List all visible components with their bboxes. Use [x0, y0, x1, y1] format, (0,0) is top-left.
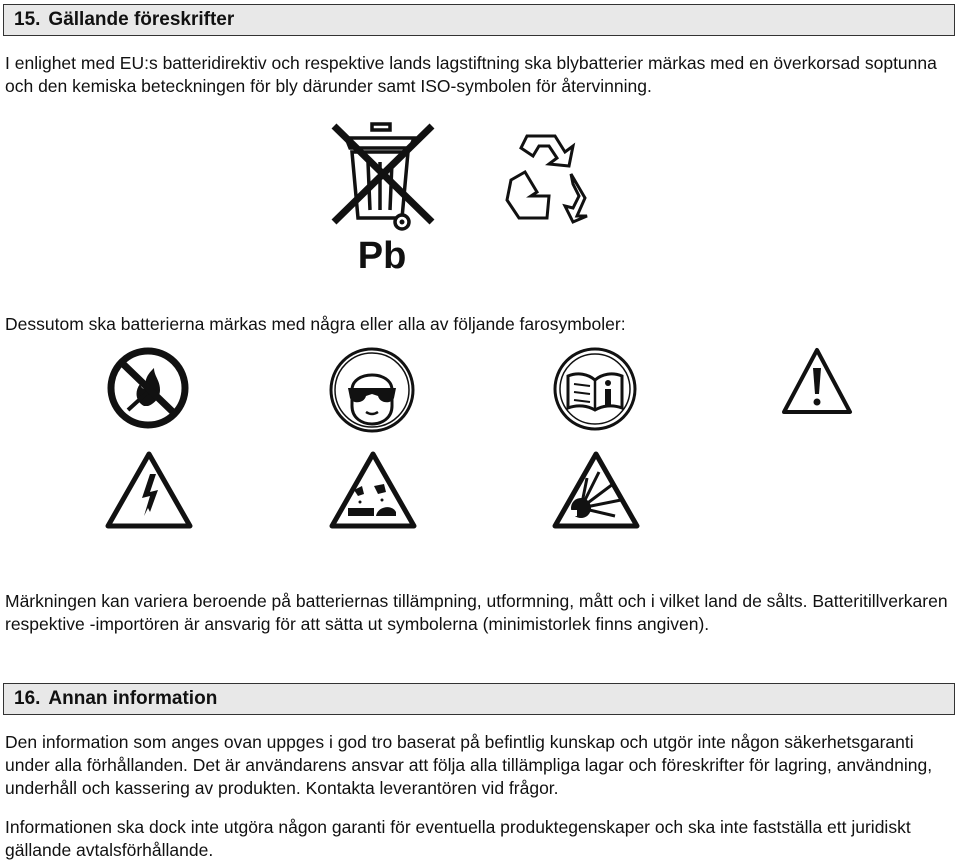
crossed-bin-icon: [322, 118, 442, 278]
pb-label: Pb: [357, 235, 407, 277]
section-16-header: [3, 683, 955, 715]
section-number: 16.: [14, 688, 41, 709]
info-paragraph-2: Informationen ska dock inte utgöra någon garanti för eventuella produktegenskaper och ska inte fastställa ett juridiskt gällande avtalsförhållande.: [5, 817, 911, 860]
read-manual-icon: [552, 346, 638, 432]
electric-hazard-icon: [104, 450, 194, 530]
intro-paragraph: I enlighet med EU:s batteridirektiv och respektive lands lagstiftning ska blybatterier märkas med en överkorsad soptunna och den kemiska beteckningen för bly därunder samt ISO-symbolen för återvinning.: [5, 53, 937, 96]
corrosive-icon: [328, 450, 418, 530]
hazard-intro-text: Dessutom ska batterierna märkas med några eller alla av följande farosymboler:: [5, 314, 626, 334]
info-paragraph-1: Den information som anges ovan uppges i god tro baserat på befintlig kunskap och utgör inte någon säkerhetsgaranti under alla förhållanden. Det är användarens ansvar att följa alla tillämpliga lagar och föreskrifter för lagring, användning, underhåll och kassering av produkten. Kontakta leverantören vid frågor.: [5, 732, 933, 798]
section-title: Annan information: [48, 688, 218, 709]
section-15-header: [3, 4, 955, 36]
section-title: Gällande föreskrifter: [48, 9, 235, 30]
recycling-icon: [503, 130, 603, 226]
warning-icon: [780, 346, 854, 416]
marking-paragraph: Märkningen kan variera beroende på batteriernas tillämpning, utformning, mått och i vilket land de sålts. Batteritillverkaren respektive -importören är ansvarig för att sätta ut symbolerna (minimistorlek finns angiven).: [5, 591, 948, 634]
eye-protection-icon: [328, 346, 416, 434]
no-fire-icon: [106, 346, 190, 430]
section-number: 15.: [14, 9, 41, 30]
explosive-icon: [551, 450, 641, 530]
